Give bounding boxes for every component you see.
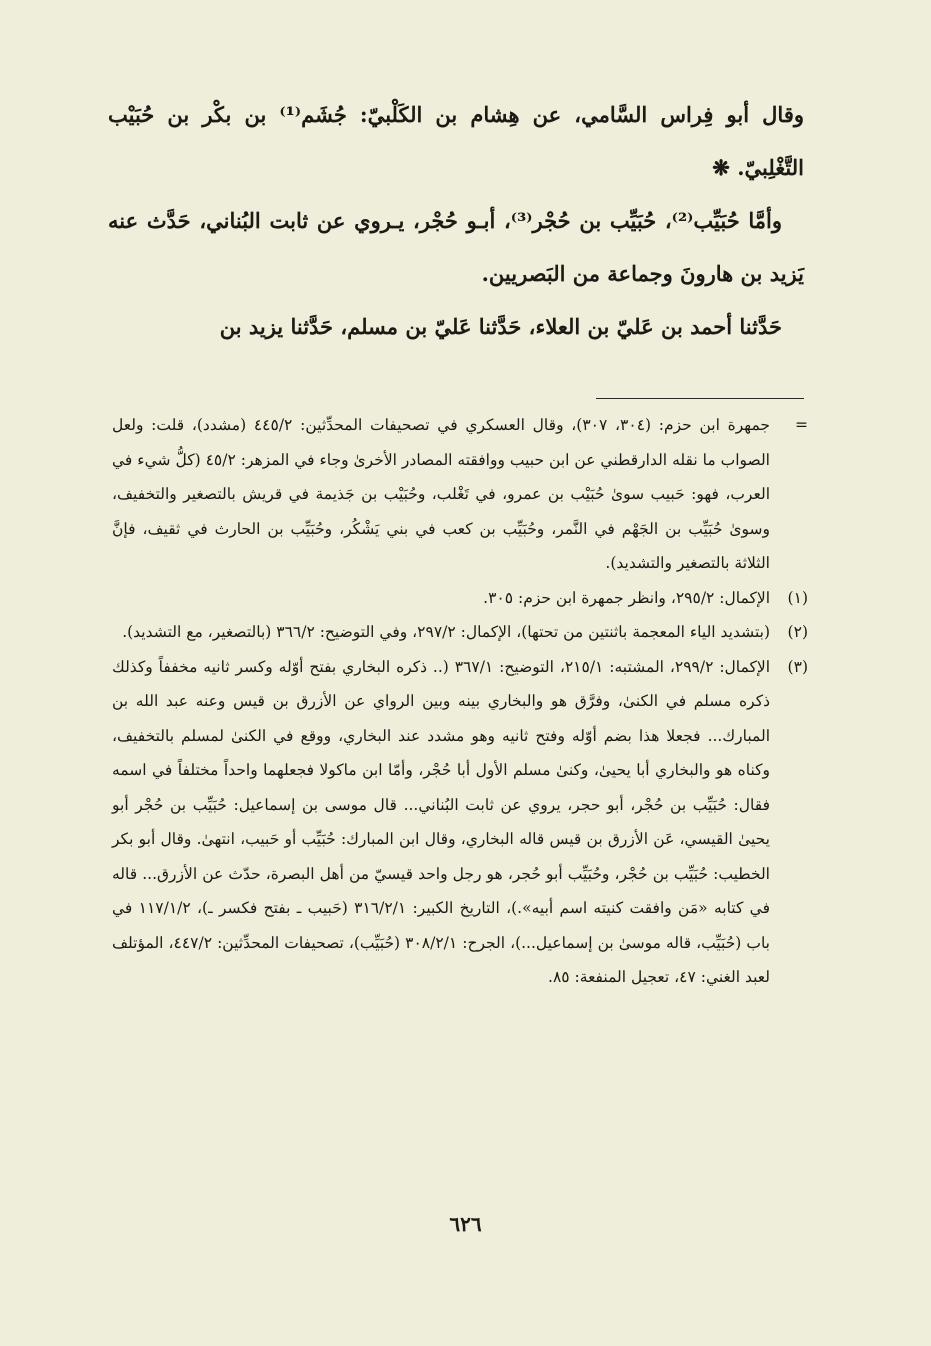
footnote-mark: (٣) xyxy=(787,657,808,676)
footnote-text: جمهرة ابن حزم: (٣٠٤، ٣٠٧)، وقال العسكري في تصحيفات المحدِّثين: ٤٤٥/٢ (مشدد)، قلت: ولعل الصواب ما نقله الدارقطني عن ابن حبيب ووافقته المصادر الأخرىٰ وجاء في المزهر: ٤٥/٢ (كلُّ شيء في العرب، فهو: حَبيب سوىٰ حُبَيْب بن عمرو، في تَغْلب، وحُبَيْب بن جَذيمة في قريش بالتصغير والتخفيف، وسوىٰ حُبَيِّب بن الجَهْم في النَّمر، وحُبَيِّب بن كعب في بني يَشْكُر، وحُبَيِّب بن الحارث في ثقيف، فإنَّ الثلاثة بالتصغير والتشديد). xyxy=(112,416,770,572)
footnote-text: الإكمال: ٢٩٩/٢، المشتبه: ٢١٥/١، التوضيح: ٣٦٧/١ (.. ذكره البخاري بفتح أوّله وكسر ثانيه مخففاً وكذلك ذكره مسلم في الكنىٰ، وفرَّق هو والبخاري بينه وبين الرواي عن الأزرق بن قيس وعنه عبد الله بن المبارك... فجعلا هذا بضم أوّله وفتح ثانيه وهو مشدد عند البخاري، ووقع في الكنىٰ لمسلم بالتخفيف، وكناه هو والبخاري أبا يحيىٰ، وكنىٰ مسلم الأول أبا حُجْر، وأمّا ابن ماكولا فجعلهما واحداً مختلفاً في اسمه فقال: حُبَيِّب بن حُجْر، أبو حجر، يروي عن ثابت البُناني... قال موسى بن إسماعيل: حُبَيِّب بن حُجْر أبو يحيىٰ القيسي، عَن الأزرق بن قيس قاله البخاري، وقال ابن المبارك: حُبَيِّب أو حَبيب، انتهىٰ. وقال أبو بكر الخطيب: حُبَيِّب بن حُجْر، وحُبَيِّب أبو حُجر، هو رجل واحد قيسيّ من أهل البصرة، حدّث عن الأزرق... قاله في كتابه «مَن وافقت كنيته اسم أبيه».)، التاريخ الكبير: ٣١٦/٢/١ (حَبيب ـ بفتح فكسر ـ)، ١١٧/١/٢ في باب (حُبَيِّب، قاله موسىٰ بن إسماعيل...)، الجرح: ٣٠٨/٢/١ (حُبَيِّب)، تصحيفات المحدِّثين: ٤٤٧/٢، المؤتلف لعبد الغني: ٤٧، تعجيل المنفعة: ٨٥. xyxy=(112,657,771,986)
footnote-text: الإكمال: ٢٩٥/٢، وانظر جمهرة ابن حزم: ٣٠٥. xyxy=(483,588,770,607)
footnote-mark: = xyxy=(795,416,808,434)
footnote-text: (بتشديد الياء المعجمة باثنتين من تحتها)، الإكمال: ٢٩٧/٢، وفي التوضيح: ٣٦٦/٢ (بالتصغير، مع التشديد). xyxy=(122,623,770,641)
footnote-1 xyxy=(112,581,808,616)
paragraph-2: وأمَّا حُبَيِّب⁽²⁾، حُبَيِّب بن حُجْر⁽³⁾، أبـو حُجْر، يـروي عن ثابت البُناني، حَدَّث عنه يَزيد بن هارونَ وجماعة من البَصريين. xyxy=(108,208,804,286)
paragraph-3: حَدَّثنا أحمد بن عَليّ بن العلاء، حَدَّثنا عَليّ بن مسلم، حَدَّثنا يزيد بن xyxy=(219,314,782,339)
footnote-separator xyxy=(596,398,804,399)
footnote-2 xyxy=(112,615,808,650)
footnote-mark: (١) xyxy=(787,588,808,607)
main-text xyxy=(108,88,804,353)
page-number: ٦٢٦ xyxy=(449,1212,482,1236)
footnote-3 xyxy=(112,650,808,995)
footnote-continuation xyxy=(112,408,808,581)
paragraph-1: وقال أبو فِراس السَّامي، عن هِشام بن الكَلْبيّ: جُشَم⁽¹⁾ بن بكْر بن حُبَيْب التَّغْلِبيّ. ❋ xyxy=(108,102,804,180)
footnotes xyxy=(112,408,808,995)
footnote-mark: (٢) xyxy=(787,623,808,641)
